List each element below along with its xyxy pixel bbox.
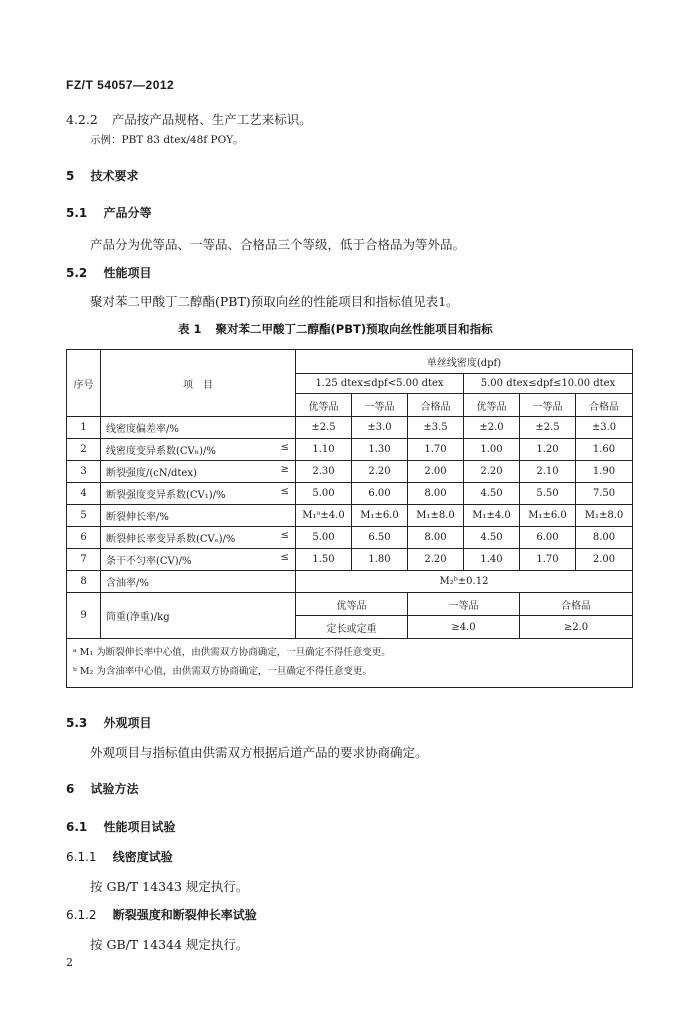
row-item-label: 含油率/%	[101, 571, 296, 593]
row-item	[101, 549, 296, 571]
row-value: M₁±6.0	[352, 505, 408, 527]
clause-number: 6.1.2	[66, 908, 97, 922]
table-row	[67, 593, 633, 616]
header-grade: 合格品	[576, 394, 633, 417]
row-value: ±3.0	[576, 417, 633, 439]
table-row	[67, 571, 633, 593]
row-value: 2.20	[408, 549, 464, 571]
row-item-label: 线密度变异系数(CVₕ)/%	[106, 446, 216, 457]
clause-6-1-1-heading	[66, 848, 173, 865]
clause-title: 产品分等	[103, 206, 152, 220]
section-title: 技术要求	[90, 169, 139, 183]
table-row	[67, 527, 633, 549]
clause-5-1-heading	[66, 204, 151, 221]
table-note: ᵇ M₂ 为含油率中心值，由供需双方协商确定，一旦确定不得任意变更。	[73, 666, 372, 677]
section-number: 5	[66, 169, 75, 183]
row-value: 8.00	[576, 527, 633, 549]
row-value: 2.00	[576, 549, 633, 571]
row-item	[101, 461, 296, 483]
header-grade: 合格品	[408, 394, 464, 417]
clause-number: 4.2.2	[66, 112, 98, 127]
row-no: 1	[67, 417, 101, 439]
table-row	[67, 549, 633, 571]
row-value: 6.00	[520, 527, 576, 549]
document-number: FZ/T 54057—2012	[66, 78, 175, 92]
row-item	[101, 417, 296, 439]
clause-title: 线密度试验	[112, 850, 173, 864]
row-comparator: ≤	[280, 530, 289, 541]
row-value: 5.50	[520, 483, 576, 505]
row-value: 1.50	[296, 549, 352, 571]
clause-5-2-text: 聚对苯二甲酸丁二醇酯(PBT)预取向丝的性能项目和指标值见表1。	[90, 294, 459, 309]
row-value: 6.00	[352, 483, 408, 505]
clause-4-2-2	[66, 110, 312, 128]
section-5-heading	[66, 167, 139, 184]
clause-title: 性能项目试验	[103, 820, 176, 834]
row-value: ±2.0	[464, 417, 520, 439]
clause-6-1-heading	[66, 818, 175, 835]
row9-grade-label: 一等品	[408, 593, 520, 616]
row-value: 5.00	[296, 527, 352, 549]
row-no: 8	[67, 571, 101, 593]
row-value: 7.50	[576, 483, 633, 505]
row-item-label: 断裂伸长率变异系数(CVₑ)/%	[106, 534, 236, 545]
clause-6-1-2-text: 按 GB/T 14344 规定执行。	[90, 937, 249, 952]
row-value: 1.30	[352, 439, 408, 461]
row-value: 2.20	[352, 461, 408, 483]
performance-table	[66, 349, 633, 688]
clause-number: 5.1	[66, 206, 88, 220]
clause-number: 5.3	[66, 716, 88, 730]
header-grade: 一等品	[520, 394, 576, 417]
row-value: 1.10	[296, 439, 352, 461]
row-value: 1.80	[352, 549, 408, 571]
table-note: ᵃ M₁ 为断裂伸长率中心值，由供需双方协商确定，一旦确定不得任意变更。	[73, 647, 391, 658]
table-caption-number: 表 1	[178, 322, 202, 336]
clause-5-3-text: 外观项目与指标值由供需双方根据后道产品的要求协商确定。	[90, 745, 428, 760]
header-item: 项 目	[101, 350, 296, 417]
row9-grade-label: 合格品	[520, 593, 633, 616]
row-value: M₁±8.0	[576, 505, 633, 527]
section-number: 6	[66, 782, 75, 796]
row-value: 8.00	[408, 527, 464, 549]
row-comparator: ≤	[280, 486, 289, 497]
row-item-label: 断裂强度/(cN/dtex)	[106, 468, 197, 479]
clause-title: 断裂强度和断裂伸长率试验	[112, 908, 257, 922]
row-value: 2.00	[408, 461, 464, 483]
clause-title: 外观项目	[103, 716, 152, 730]
row-value: 1.00	[464, 439, 520, 461]
clause-5-1-text: 产品分为优等品、一等品、合格品三个等级，低于合格品为等外品。	[90, 237, 466, 252]
row-item-label: 线密度偏差率/%	[106, 424, 179, 435]
row-value: M₂ᵇ±0.12	[296, 571, 633, 593]
row-item	[101, 527, 296, 549]
row-no: 6	[67, 527, 101, 549]
header-no: 序号	[67, 350, 101, 417]
row-value: 1.20	[520, 439, 576, 461]
table-row	[67, 483, 633, 505]
row-value: ±3.0	[352, 417, 408, 439]
row-value: 2.20	[464, 461, 520, 483]
clause-5-3-heading	[66, 714, 151, 731]
row-no: 3	[67, 461, 101, 483]
table-row	[67, 417, 633, 439]
section-title: 试验方法	[90, 782, 139, 796]
row-value: 5.00	[296, 483, 352, 505]
clause-number: 6.1	[66, 820, 88, 834]
table-caption	[178, 321, 493, 337]
row-item-label: 条干不匀率(CV)/%	[106, 556, 192, 567]
clause-number: 6.1.1	[66, 850, 97, 864]
header-density: 单丝线密度(dpf)	[296, 350, 633, 374]
row-value: ±2.5	[520, 417, 576, 439]
row-comparator: ≤	[280, 552, 289, 563]
row-value: 4.50	[464, 483, 520, 505]
clause-6-1-2-heading	[66, 906, 257, 923]
header-grade: 一等品	[352, 394, 408, 417]
row-no: 2	[67, 439, 101, 461]
row-comparator: ≤	[280, 442, 289, 453]
row-value: 1.70	[520, 549, 576, 571]
table-caption-title: 聚对苯二甲酸丁二醇酯(PBT)预取向丝性能项目和指标	[215, 322, 493, 336]
header-grade: 优等品	[464, 394, 520, 417]
row-no: 7	[67, 549, 101, 571]
row-item	[101, 439, 296, 461]
row-item	[101, 505, 296, 527]
row-value: 8.00	[408, 483, 464, 505]
row-item-label: 断裂强度变异系数(CV₁)/%	[106, 490, 226, 501]
row9-value: ≥2.0	[520, 616, 633, 639]
table-row	[67, 505, 633, 527]
page-number: 2	[66, 956, 73, 969]
clause-text: 产品按产品规格、生产工艺来标识。	[111, 112, 312, 127]
row-no: 9	[67, 593, 101, 639]
row-comparator: ≥	[280, 464, 289, 475]
table-notes	[67, 639, 633, 688]
row-no: 4	[67, 483, 101, 505]
header-range-1: 1.25 dtex≤dpf<5.00 dtex	[296, 374, 464, 394]
row9-grade-label: 优等品	[296, 593, 408, 616]
row9-sub-label: 定长或定重	[296, 616, 408, 639]
clause-6-1-1-text: 按 GB/T 14343 规定执行。	[90, 879, 249, 894]
row-value: ±2.5	[296, 417, 352, 439]
row-value: M₁±4.0	[464, 505, 520, 527]
table-row	[67, 439, 633, 461]
row-value: ±3.5	[408, 417, 464, 439]
row-value: 1.60	[576, 439, 633, 461]
row-value: 2.10	[520, 461, 576, 483]
clause-5-2-heading	[66, 264, 151, 281]
clause-number: 5.2	[66, 266, 88, 280]
row-value: 4.50	[464, 527, 520, 549]
row-value: 2.30	[296, 461, 352, 483]
section-6-heading	[66, 780, 139, 797]
header-grade: 优等品	[296, 394, 352, 417]
row-value: 1.40	[464, 549, 520, 571]
table-row	[67, 461, 633, 483]
example-text: 示例：PBT 83 dtex/48f POY。	[90, 134, 244, 146]
row-value: M₁ᵃ±4.0	[296, 505, 352, 527]
row-item-label: 断裂伸长率/%	[106, 512, 169, 523]
row-item	[101, 483, 296, 505]
row9-value: ≥4.0	[408, 616, 520, 639]
clause-title: 性能项目	[103, 266, 152, 280]
table-notes-row	[67, 639, 633, 688]
row-value: M₁±8.0	[408, 505, 464, 527]
row-no: 5	[67, 505, 101, 527]
row-value: 6.50	[352, 527, 408, 549]
row-value: M₁±6.0	[520, 505, 576, 527]
row-value: 1.70	[408, 439, 464, 461]
row-value: 1.90	[576, 461, 633, 483]
header-range-2: 5.00 dtex≤dpf≤10.00 dtex	[464, 374, 633, 394]
row-item-label: 筒重(净重)/kg	[101, 593, 296, 639]
